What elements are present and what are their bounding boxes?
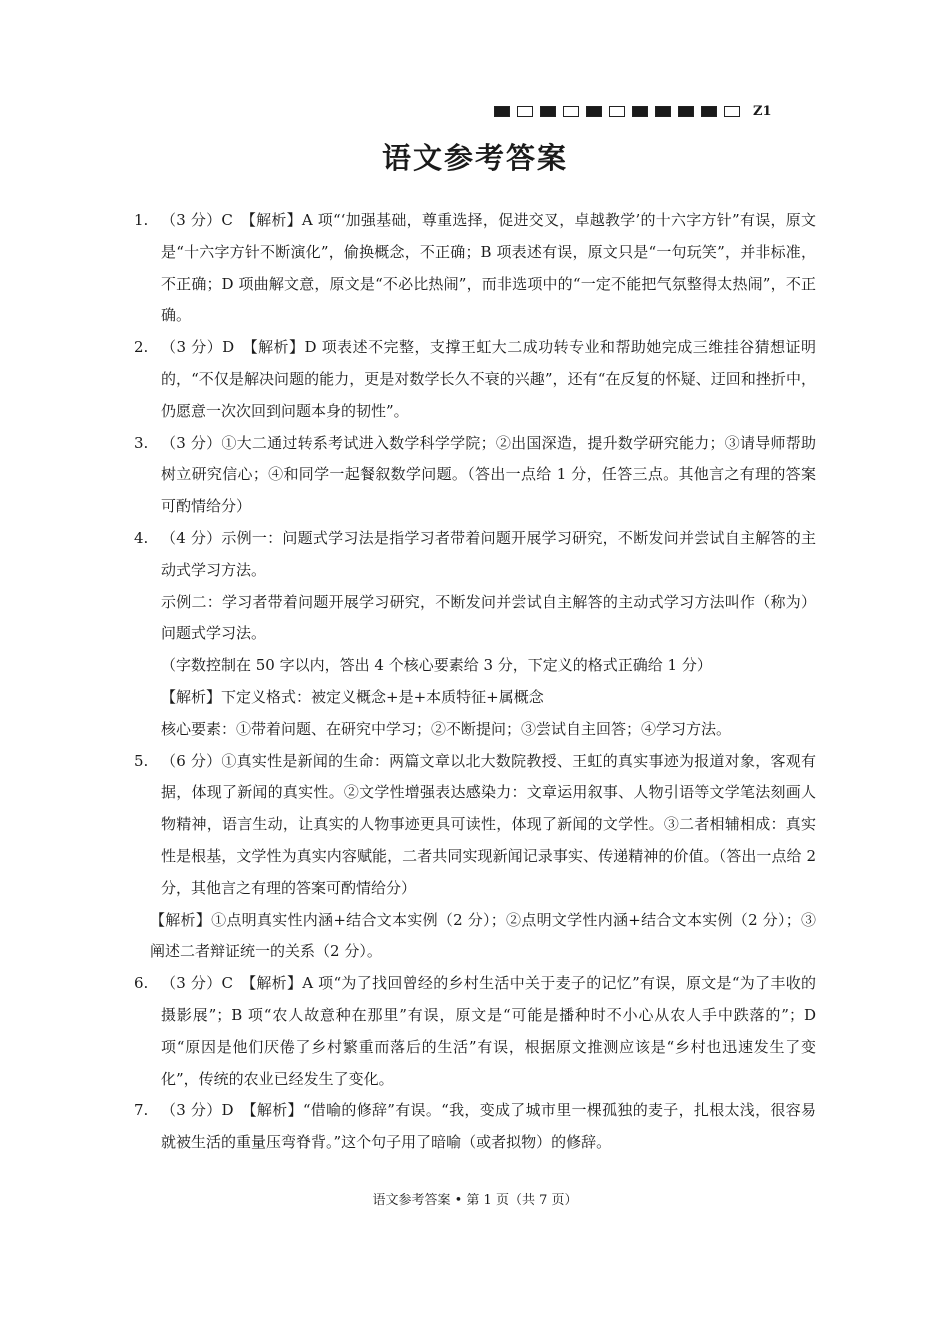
answer-text: （3 分）C 【解析】A 项“为了找回曾经的乡村生活中关于麦子的记忆”有误，原文是“为了丰收的摄影展”；B 项“农人故意种在那里”有误，原文是“可能是播种时不小心从农人手中跌落的”；D 项“原因是他们厌倦了乡村繁重而落后的生活”有误，根据原文推测应该是“乡村也迅速发生了变化”，传统的农业已经发生了变化。 xyxy=(161,974,816,1088)
answer-text: （3 分）C 【解析】A 项“‘加强基础，尊重选择，促进交叉，卓越教学’的十六字方针”有误，原文是“十六字方针不断演化”，偷换概念，不正确；B 项表述有误，原文只是“一句玩笑”，并非标准，不正确；D 项曲解文意，原文是“不必比热闹”，而非选项中的“一定不能把气氛整得太热闹”，不正确。 xyxy=(161,211,816,325)
answer-text: （3 分）D 【解析】“借喻的修辞”有误。“我，变成了城市里一棵孤独的麦子，扎根太浅，很容易就被生活的重量压弯脊背。”这个句子用了暗喻（或者拟物）的修辞。 xyxy=(161,1101,816,1152)
answer-item xyxy=(134,428,816,523)
answer-text: （3 分）①大二通过转系考试进入数学科学学院；②出国深造，提升数学研究能力；③请导师帮助树立研究信心；④和同学一起餐叙数学问题。（答出一点给 1 分，任答三点。其他言之有理的答案可酌情给分） xyxy=(161,433,816,516)
answer-note: （字数控制在 50 字以内，答出 4 个核心要素给 3 分，下定义的格式正确给 1 分） xyxy=(161,656,712,675)
answer-item xyxy=(134,332,816,427)
code-box-empty xyxy=(517,106,533,117)
code-box-empty xyxy=(563,106,579,117)
answer-number: 6. xyxy=(134,974,149,993)
paper-code-label: Z1 xyxy=(753,104,772,119)
answer-text: （4 分）示例一：问题式学习法是指学习者带着问题开展学习研究，不断发问并尝试自主解答的主动式学习方法。 xyxy=(161,528,816,579)
answer-item xyxy=(134,968,816,1095)
answer-item xyxy=(134,205,816,332)
answer-note: 示例二：学习者带着问题开展学习研究，不断发问并尝试自主解答的主动式学习方法叫作（称为）问题式学习法。 xyxy=(161,592,816,643)
answer-number: 1. xyxy=(134,211,149,229)
page-title: 语文参考答案 xyxy=(381,141,568,175)
paper-code-strip xyxy=(494,104,772,119)
answer-item xyxy=(134,746,816,905)
code-box-filled xyxy=(494,106,510,117)
answer-number: 7. xyxy=(134,1101,149,1120)
code-box-empty xyxy=(724,106,740,117)
answers-list xyxy=(134,205,816,1159)
answer-text: （3 分）D 【解析】D 项表述不完整，支撑王虹大二成功转专业和帮助她完成三维挂谷猜想证明的，“不仅是解决问题的能力，更是对数学长久不衰的兴趣”，还有“在反复的怀疑、迂回和挫折中，仍愿意一次次回到问题本身的韧性”。 xyxy=(161,338,816,420)
answer-text: （6 分）①真实性是新闻的生命：两篇文章以北大数院教授、王虹的真实事迹为报道对象，客观有据，体现了新闻的真实性。②文学性增强表达感染力：文章运用叙事、人物引语等文学笔法刻画人物精神，语言生动，让真实的人物事迹更具可读性，体现了新闻的文学性。③二者相辅相成：真实性是根基，文学性为真实内容赋能，二者共同实现新闻记录事实、传递精神的价值。（答出一点给 2 分，其他言之有理的答案可酌情给分） xyxy=(161,751,816,897)
answer-number: 4. xyxy=(134,528,149,547)
answer-item xyxy=(134,1095,816,1159)
code-box-filled xyxy=(701,106,717,117)
code-box-filled xyxy=(586,106,602,117)
code-box-filled xyxy=(655,106,671,117)
answer-number: 2. xyxy=(134,338,149,357)
answer-note: 核心要素：①带着问题、在研究中学习；②不断提问；③尝试自主回答；④学习方法。 xyxy=(161,719,732,738)
page-footer: 语文参考答案 • 第 1 页（共 7 页） xyxy=(372,1193,578,1208)
code-box-filled xyxy=(540,106,556,117)
code-box-filled xyxy=(678,106,694,117)
answer-note: 【解析】下定义格式：被定义概念+是+本质特征+属概念 xyxy=(161,687,544,706)
code-box-filled xyxy=(632,106,648,117)
code-box-empty xyxy=(609,106,625,117)
answer-number: 3. xyxy=(134,433,149,452)
answer-note: 【解析】①点明真实性内涵+结合文本实例（2 分）；②点明文学性内涵+结合文本实例（2 分）；③阐述二者辩证统一的关系（2 分）。 xyxy=(150,910,816,961)
answer-item xyxy=(134,523,816,587)
answer-number: 5. xyxy=(134,751,149,770)
